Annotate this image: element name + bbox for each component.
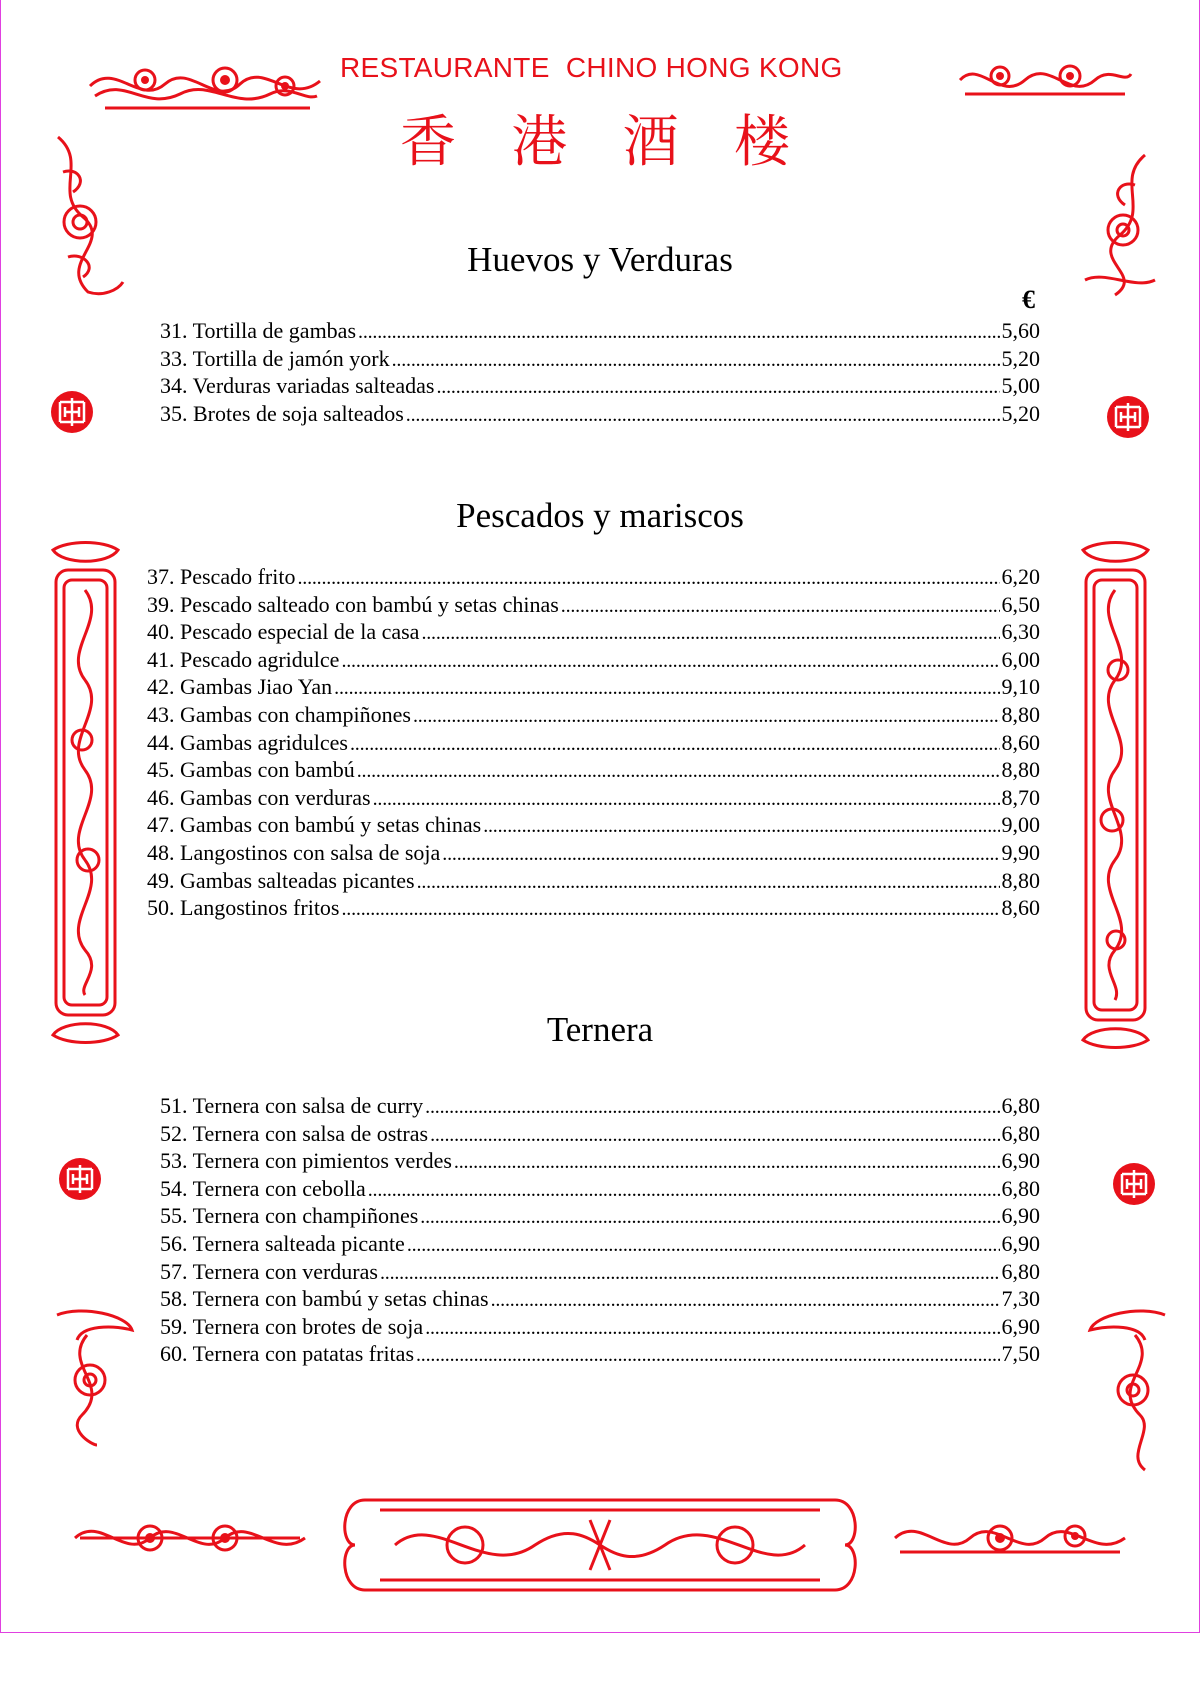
menu-item-name: 52. Ternera con salsa de ostras [160, 1120, 429, 1146]
chinese-char: 港 [511, 110, 568, 175]
chinese-char: 酒 [622, 110, 679, 175]
dot-leader [561, 595, 1000, 618]
menu-item-name: 40. Pescado especial de la casa [147, 619, 420, 645]
menu-item-name: 37. Pescado frito [147, 564, 296, 589]
menu-item-name: 54. Ternera con cebolla [160, 1175, 366, 1201]
menu-item-price: 6,80 [1001, 1120, 1040, 1146]
floral-corner-ornament-icon [1085, 1305, 1170, 1475]
menu-item [160, 1259, 1040, 1287]
menu-item-price: 6,20 [1001, 564, 1040, 589]
menu-item-name: 53. Ternera con pimientos verdes [160, 1148, 452, 1174]
section-title-pescados: Pescados y mariscos [456, 496, 744, 535]
menu-item-price: 8,80 [1001, 867, 1040, 893]
menu-item [147, 895, 1040, 923]
dot-leader [358, 321, 999, 344]
dot-leader [413, 705, 1000, 728]
floral-border-ornament-icon [955, 54, 1135, 106]
menu-item [147, 868, 1040, 896]
dot-leader [425, 1317, 999, 1340]
menu-item-price: 8,60 [1001, 729, 1040, 755]
floral-corner-ornament-icon [52, 1305, 137, 1450]
dot-leader [454, 1151, 1000, 1174]
menu-item [160, 318, 1040, 346]
menu-item-price: 8,80 [1001, 757, 1040, 783]
dot-leader [425, 1096, 999, 1119]
dot-leader [350, 733, 1000, 756]
menu-item-name: 50. Langostinos fritos [147, 895, 340, 921]
menu-item-name: 47. Gambas con bambú y setas chinas [147, 812, 482, 838]
menu-item-price: 5,20 [1001, 345, 1040, 371]
dot-leader [437, 376, 1000, 399]
dot-leader [357, 760, 1000, 783]
menu-item [147, 730, 1040, 758]
dot-leader [342, 898, 1000, 921]
scroll-pillar-ornament-icon [48, 540, 123, 1045]
menu-item [147, 840, 1040, 868]
chinese-char: 香 [400, 110, 456, 175]
menu-item [160, 1314, 1040, 1342]
menu-item [147, 757, 1040, 785]
floral-border-ornament-icon [70, 1510, 310, 1565]
menu-item-price: 6,90 [1001, 1313, 1040, 1339]
menu-item-name: 55. Ternera con champiñones [160, 1203, 419, 1229]
menu-item [160, 1121, 1040, 1149]
floral-corner-ornament-icon [48, 132, 128, 302]
menu-item-price: 6,50 [1001, 591, 1040, 617]
menu-item-price: 9,10 [1001, 674, 1040, 700]
menu-item [147, 647, 1040, 675]
menu-item-name: 57. Ternera con verduras [160, 1258, 378, 1284]
dot-leader [421, 622, 999, 645]
menu-item-name: 45. Gambas con bambú [147, 757, 355, 783]
menu-item-name: 44. Gambas agridulces [147, 729, 348, 755]
menu-item-name: 46. Gambas con verduras [147, 784, 371, 810]
menu-item [147, 564, 1040, 592]
dot-leader [334, 677, 999, 700]
menu-item-name: 33. Tortilla de jamón york [160, 345, 390, 371]
menu-item [147, 702, 1040, 730]
dot-leader [407, 1234, 1000, 1257]
menu-item-name: 35. Brotes de soja salteados [160, 400, 404, 426]
menu-list-huevos [160, 318, 1040, 428]
menu-item-price: 5,60 [1001, 318, 1040, 343]
floral-border-ornament-icon [85, 56, 325, 112]
menu-item-price: 6,90 [1001, 1148, 1040, 1174]
section-title-ternera: Ternera [546, 1010, 654, 1049]
section-title-huevos: Huevos y Verduras [467, 240, 733, 279]
menu-item-name: 39. Pescado salteado con bambú y setas chinas [147, 591, 559, 617]
menu-item-price: 6,80 [1001, 1093, 1040, 1118]
floral-corner-ornament-icon [1075, 150, 1160, 300]
menu-item-price: 6,90 [1001, 1203, 1040, 1229]
dot-leader [483, 815, 999, 838]
dot-leader [380, 1262, 1000, 1285]
menu-item-price: 6,90 [1001, 1230, 1040, 1256]
menu-item-name: 42. Gambas Jiao Yan [147, 674, 333, 700]
menu-item-price: 6,80 [1001, 1258, 1040, 1284]
menu-item-price: 6,80 [1001, 1175, 1040, 1201]
menu-item-price: 6,00 [1001, 646, 1040, 672]
dot-leader [392, 349, 1000, 372]
menu-item [147, 592, 1040, 620]
dot-leader [417, 871, 1000, 894]
longevity-medallion-icon [1110, 1160, 1158, 1208]
menu-item [160, 401, 1040, 429]
menu-item [160, 1231, 1040, 1259]
chinese-char: 楼 [733, 110, 790, 175]
menu-item-price: 5,00 [1001, 373, 1040, 399]
menu-item-price: 8,70 [1001, 784, 1040, 810]
dragon-phoenix-panel-icon [335, 1495, 865, 1595]
menu-item [147, 812, 1040, 840]
menu-item-name: 60. Ternera con patatas fritas [160, 1341, 414, 1367]
dot-leader [341, 650, 999, 673]
menu-item [147, 619, 1040, 647]
dot-leader [297, 567, 999, 590]
menu-item [160, 1286, 1040, 1314]
chinese-name [400, 98, 790, 178]
menu-item [160, 1203, 1040, 1231]
menu-item-name: 51. Ternera con salsa de curry [160, 1093, 424, 1118]
menu-item [160, 373, 1040, 401]
menu-item-price: 8,80 [1001, 701, 1040, 727]
floral-border-ornament-icon [890, 1510, 1130, 1565]
menu-item-name: 59. Ternera con brotes de soja [160, 1313, 424, 1339]
menu-item [147, 785, 1040, 813]
dot-leader [368, 1179, 1000, 1202]
menu-item-name: 58. Ternera con bambú y setas chinas [160, 1286, 489, 1312]
menu-item-name: 49. Gambas salteadas picantes [147, 867, 415, 893]
menu-item [160, 1341, 1040, 1369]
restaurant-name: RESTAURANTE CHINO HONG KONG [340, 52, 843, 83]
dot-leader [442, 843, 999, 866]
scroll-pillar-ornament-icon [1078, 540, 1153, 1050]
longevity-medallion-icon [56, 1155, 104, 1203]
menu-item [160, 1093, 1040, 1121]
menu-item-name: 41. Pescado agridulce [147, 646, 340, 672]
menu-item-price: 7,30 [1001, 1286, 1040, 1312]
menu-item-name: 31. Tortilla de gambas [160, 318, 357, 343]
menu-item-name: 56. Ternera salteada picante [160, 1230, 405, 1256]
currency-symbol: € [1022, 285, 1035, 314]
menu-item-price: 9,90 [1001, 839, 1040, 865]
menu-item-price: 9,00 [1001, 812, 1040, 838]
menu-item-price: 6,30 [1001, 619, 1040, 645]
menu-list-ternera [160, 1093, 1040, 1369]
menu-item-price: 5,20 [1001, 400, 1040, 426]
menu-item [147, 674, 1040, 702]
menu-item [160, 1176, 1040, 1204]
dot-leader [420, 1206, 999, 1229]
menu-item-name: 34. Verduras variadas salteadas [160, 373, 435, 399]
menu-item-price: 7,50 [1001, 1341, 1040, 1367]
menu-item-price: 8,60 [1001, 895, 1040, 921]
dot-leader [430, 1124, 999, 1147]
dot-leader [406, 404, 1000, 427]
dot-leader [416, 1344, 1000, 1367]
longevity-medallion-icon [48, 388, 96, 436]
menu-item [160, 1148, 1040, 1176]
menu-list-pescados [147, 564, 1040, 923]
menu-item-name: 43. Gambas con champiñones [147, 701, 411, 727]
dot-leader [373, 788, 1000, 811]
menu-item [160, 346, 1040, 374]
longevity-medallion-icon [1104, 393, 1152, 441]
dot-leader [491, 1289, 1000, 1312]
menu-item-name: 48. Langostinos con salsa de soja [147, 839, 441, 865]
